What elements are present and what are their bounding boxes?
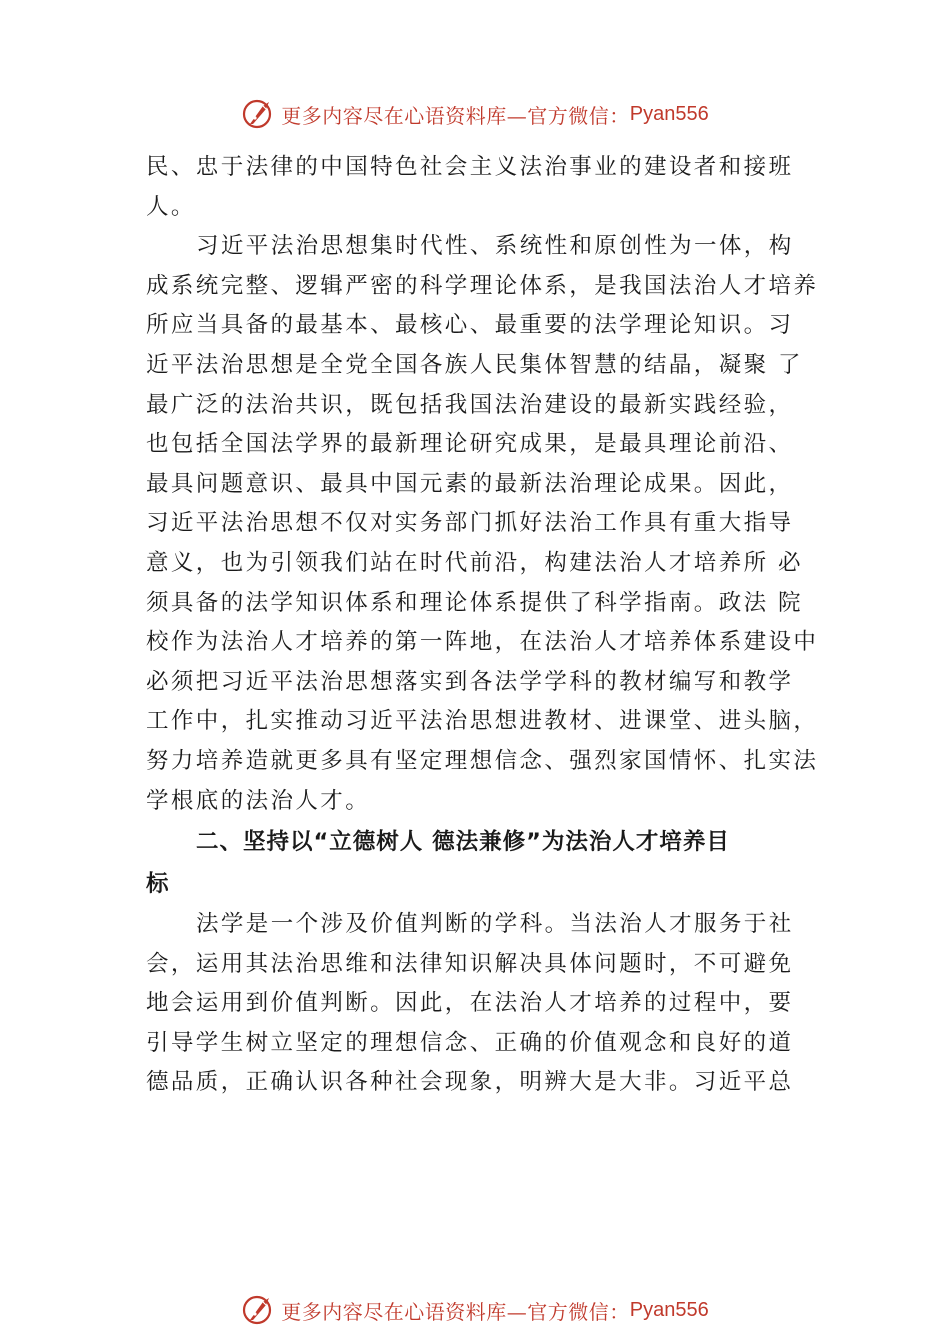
paragraph-line: 民、忠于法律的中国特色社会主义法治事业的建设者和接班 xyxy=(146,154,794,180)
document-body xyxy=(146,148,836,1103)
banner-wechat-id: Pyan556 xyxy=(629,102,709,125)
paragraph-line: 习近平法治思想不仅对实务部门抓好法治工作具有重大指导 xyxy=(146,510,794,537)
paragraph-line: 学根底的法治人才。 xyxy=(146,787,371,814)
paragraph-line: 德品质，正确认识各种社会现象，明辨大是大非。习近平总 xyxy=(146,1069,794,1096)
banner-text: 更多内容尽在心语资料库—官方微信： xyxy=(281,1299,630,1324)
paragraph-line: 成系统完整、逻辑严密的科学理论体系，是我国法治人才培养 xyxy=(146,272,819,299)
paragraph-line: 法学是一个涉及价值判断的学科。当法治人才服务于社 xyxy=(196,911,794,938)
paragraph-line: 近平法治思想是全党全国各族人民集体智慧的结晶，凝聚 了 xyxy=(146,351,803,378)
paragraph-line: 工作中，扎实推动习近平法治思想进教材、进课堂、进头脑， xyxy=(146,708,819,735)
paragraph-line: 最具问题意识、最具中国元素的最新法治理论成果。因此， xyxy=(146,470,794,497)
paragraph-line: 校作为法治人才培养的第一阵地，在法治人才培养体系建设中 xyxy=(146,629,819,656)
footer-watermark-banner xyxy=(0,1290,950,1330)
paragraph-line: 引导学生树立坚定的理想信念、正确的价值观念和良好的道 xyxy=(146,1029,794,1056)
section-heading-continued: 标 xyxy=(146,871,170,898)
paragraph-line: 地会运用到价值判断。因此，在法治人才培养的过程中，要 xyxy=(146,990,794,1017)
paragraph-line: 必须把习近平法治思想落实到各法学学科的教材编写和教学 xyxy=(146,668,794,695)
paragraph-line: 人。 xyxy=(146,193,196,220)
paragraph-line: 努力培养造就更多具有坚定理想信念、强烈家国情怀、扎实法 xyxy=(146,747,819,774)
paragraph-line: 所应当具备的最基本、最核心、最重要的法学理论知识。习 xyxy=(146,312,794,339)
paragraph-line: 最广泛的法治共识，既包括我国法治建设的最新实践经验， xyxy=(146,391,794,418)
paragraph-line: 会，运用其法治思维和法律知识解决具体问题时，不可避免 xyxy=(146,950,794,977)
paragraph-line: 习近平法治思想集时代性、系统性和原创性为一体，构 xyxy=(196,233,794,260)
pen-nib-logo-icon xyxy=(241,96,277,132)
banner-text: 更多内容尽在心语资料库—官方微信： xyxy=(281,103,630,128)
header-watermark-banner xyxy=(0,94,950,134)
section-heading: 二、坚持以“立德树人 德法兼修”为法治人才培养目 xyxy=(196,829,730,856)
banner-wechat-id: Pyan556 xyxy=(629,1298,709,1321)
paragraph-line: 也包括全国法学界的最新理论研究成果，是最具理论前沿、 xyxy=(146,431,794,458)
paragraph-line: 意义，也为引领我们站在时代前沿，构建法治人才培养所 必 xyxy=(146,549,803,576)
paragraph-line: 须具备的法学知识体系和理论体系提供了科学指南。政法 院 xyxy=(146,589,803,616)
pen-nib-logo-icon xyxy=(241,1292,277,1328)
